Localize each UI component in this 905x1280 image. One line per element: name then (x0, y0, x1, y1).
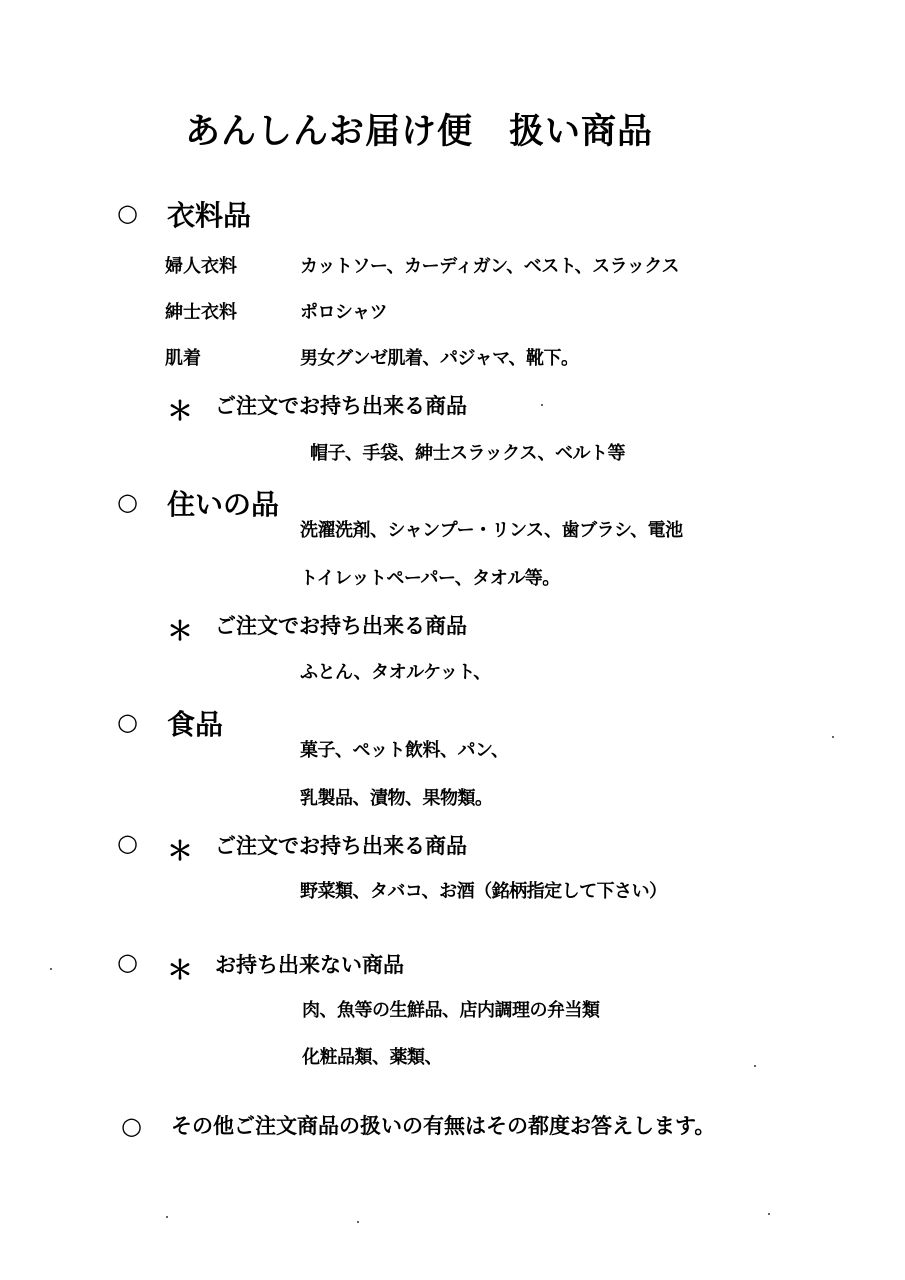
scan-speck (50, 968, 52, 970)
scan-speck (357, 1221, 359, 1223)
subheading-clothing-order: ご注文でお持ち出来る商品 (215, 394, 467, 418)
heading-food: 食品 (167, 708, 224, 741)
star-food-order: ＊ (167, 837, 194, 867)
page-title: あんしんお届け便 扱い商品 (185, 112, 654, 152)
items-food-line-1: 菓子、ペット飲料、パン、 (300, 740, 509, 761)
bullet-closing: ○ (121, 1112, 142, 1140)
bullet-household: ○ (117, 488, 138, 516)
label-mens-clothing: 紳士衣料 (165, 302, 237, 323)
subheading-not-available: お持ち出来ない商品 (215, 953, 404, 977)
star-clothing-order: ＊ (167, 397, 194, 427)
scan-speck (541, 404, 543, 406)
items-food-order: 野菜類、タバコ、お酒（銘柄指定して下さい） (300, 881, 667, 902)
items-household-order: ふとん、タオルケット、 (300, 662, 491, 683)
items-womens-clothing: カットソー、カーディガン、ベスト、スラックス (300, 256, 680, 277)
scan-speck (768, 1213, 770, 1215)
items-underwear: 男女グンゼ肌着、パジャマ、靴下。 (300, 348, 579, 369)
bullet-food: ○ (117, 708, 138, 736)
heading-clothing: 衣料品 (167, 199, 252, 232)
bullet-clothing: ○ (117, 199, 138, 227)
items-household-line-1: 洗濯洗剤、シャンプー・リンス、歯ブラシ、電池 (300, 520, 683, 541)
heading-household: 住いの品 (167, 488, 280, 521)
items-clothing-order: 帽子、手袋、紳士スラックス、ベルト等 (310, 443, 625, 464)
label-womens-clothing: 婦人衣料 (165, 256, 237, 277)
items-mens-clothing: ポロシャツ (300, 302, 388, 323)
star-not-available: ＊ (167, 956, 194, 986)
items-household-line-2: トイレットペーパー、タオル等。 (300, 568, 560, 589)
scan-speck (832, 736, 834, 738)
label-underwear: 肌着 (165, 348, 201, 369)
star-household-order: ＊ (167, 617, 194, 647)
items-food-line-2: 乳製品、漬物、果物類。 (300, 788, 493, 809)
scan-speck (754, 1065, 756, 1067)
items-not-available-line-2: 化粧品類、薬類、 (302, 1047, 442, 1068)
subheading-household-order: ご注文でお持ち出来る商品 (215, 614, 467, 638)
items-not-available-line-1: 肉、魚等の生鮮品、店内調理の弁当類 (302, 1000, 600, 1021)
scan-speck (166, 1216, 168, 1218)
bullet-food-order: ○ (117, 829, 138, 857)
bullet-not-available: ○ (117, 948, 138, 976)
closing-note: その他ご注文商品の扱いの有無はその都度お答えします。 (171, 1114, 716, 1138)
subheading-food-order: ご注文でお持ち出来る商品 (215, 834, 467, 858)
